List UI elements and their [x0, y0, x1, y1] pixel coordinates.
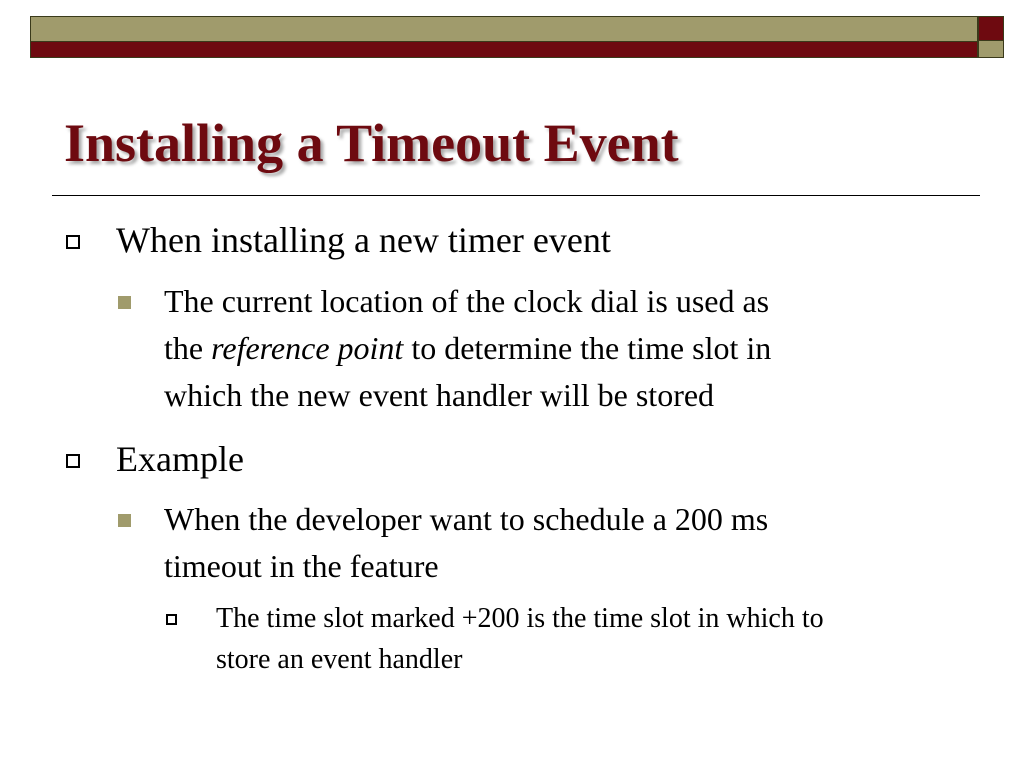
bullet-line-2 — [164, 325, 771, 372]
hollow-square-bullet-icon — [66, 454, 80, 468]
bullet-line-2: store an event handler — [216, 644, 463, 675]
bullet-text: When installing a new timer event — [116, 220, 611, 260]
bullet-time-slot-plus-200 — [216, 598, 824, 680]
bullet-reference-point — [164, 278, 771, 419]
bullet-when-installing — [116, 220, 611, 260]
reference-point-emphasis: reference point — [211, 330, 404, 366]
hollow-square-bullet-icon — [166, 614, 177, 625]
bullet-line-1: The current location of the clock dial is used as — [164, 283, 770, 319]
bullet-example — [116, 439, 244, 479]
filled-square-bullet-icon — [118, 514, 131, 527]
slide-title: Installing a Timeout Event — [64, 113, 679, 173]
filled-square-bullet-icon — [118, 296, 131, 309]
bullet-line-3: which the new event handler will be stored — [164, 377, 715, 413]
bullet-line-2: timeout in the feature — [164, 548, 439, 584]
bullet-line-1: When the developer want to schedule a 200 ms — [164, 501, 769, 537]
bullet-line-1: The time slot marked +200 is the time slot in which to — [216, 603, 824, 634]
bullet-line-2-start: the — [164, 330, 212, 366]
bullet-schedule-200ms — [164, 496, 768, 590]
bullet-text: Example — [116, 439, 244, 479]
hollow-square-bullet-icon — [66, 235, 80, 249]
bullet-line-2-end: to determine the time slot in — [403, 330, 772, 366]
